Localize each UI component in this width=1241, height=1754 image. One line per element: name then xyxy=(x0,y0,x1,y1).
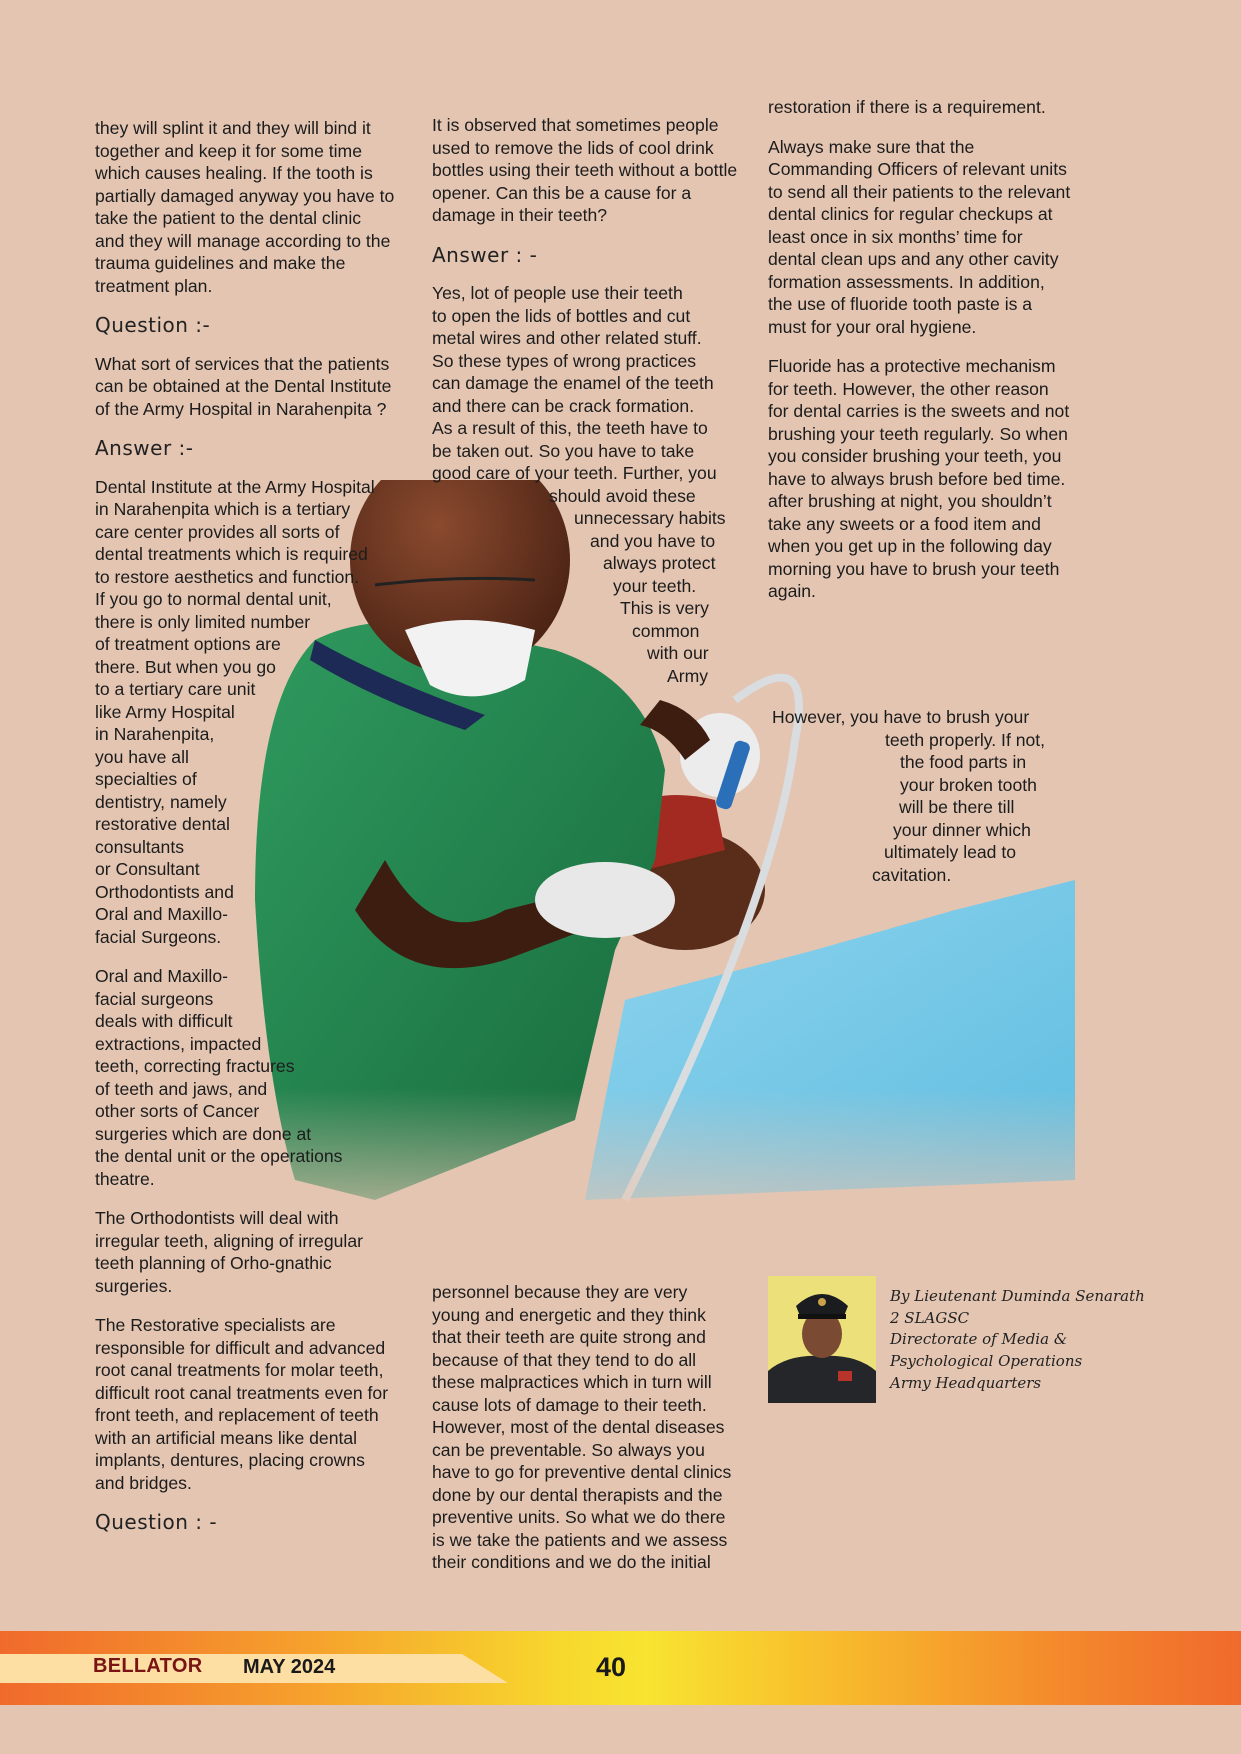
column-1 xyxy=(95,117,395,1550)
col1-paragraph-3: Dental Institute at the Army Hospital in Narahenpita which is a tertiary care center provides all sorts of dental treatments which is required to restore aesthetics and function. If you go to normal dental unit, there is only limited number of treatment options are there. But when you go to a tertiary care unit like Army Hospital in Narahenpita, you have all specialties of dentistry, namely restorative dental consultants or Consultant Orthodontists and Oral and Maxillo- facial Surgeons. xyxy=(95,476,375,947)
byline-hq: Army Headquarters xyxy=(890,1373,1042,1392)
col1-question-heading-2: Question : - xyxy=(95,1510,218,1534)
column-3-wrap xyxy=(772,706,1077,886)
col3-paragraph-2: Always make sure that the Commanding Officers of relevant units to send all their patients to the relevant dental clinics for regular checkups at least once in six months’ time for dental clean ups and any other cavity formation assessments. In addition, the use of fluoride tooth paste is a must for your oral hygiene. xyxy=(768,136,1071,337)
byline-directorate: Directorate of Media & xyxy=(890,1330,1068,1349)
col1-paragraph-5: The Orthodontists will deal with irregular teeth, aligning of irregular teeth planning of Orho-gnathic surgeries. xyxy=(95,1208,363,1296)
byline-unit: 2 SLAGSC xyxy=(890,1308,970,1327)
col2-paragraph-3: personnel because they are very young and energetic and they think that their teeth are quite strong and because of that they tend to do all these malpractices which in turn will cause lots of damage to their teeth. However, most of the dental diseases can be preventable. So always you have to go for preventive dental clinics done by our dental therapists and the preventive units. So what we do there is we take the patients and we assess their conditions and we do the initial xyxy=(432,1282,732,1572)
col2-answer-heading: Answer : - xyxy=(432,242,538,267)
page-number: 40 xyxy=(596,1652,627,1682)
col2-paragraph-2: Yes, lot of people use their teeth to open the lids of bottles and cut metal wires and other related stuff. So these types of wrong practices can damage the enamel of the teeth and there can be crack formation. As a result of this, the teeth have to be taken out. So you have to take good care of your teeth. Further, you should avoid these unnecessary habits and you have to always protect your teeth. This is very common with our Army xyxy=(432,283,726,686)
author-byline xyxy=(890,1286,1145,1395)
col2-paragraph-1: It is observed that sometimes people used to remove the lids of cool drink bottles using their teeth without a bottle opener. Can this be a cause for a damage in their teeth? xyxy=(432,115,738,225)
col1-paragraph-6: The Restorative specialists are responsible for difficult and advanced root canal treatments for molar teeth, difficult root canal treatments even for front teeth, and replacement of teeth with an artificial means like dental implants, dentures, placing crowns and bridges. xyxy=(95,1315,389,1493)
col3-paragraph-3: Fluoride has a protective mechanism for teeth. However, the other reason for dental carries is the sweets and not brushing your teeth regularly. So when you consider brushing your teeth, you have to always brush before bed time. after brushing at night, you shouldn’t take any sweets or a food item and when you get up in the following day morning you have to brush your teeth again. xyxy=(768,356,1070,601)
col1-answer-heading: Answer :- xyxy=(95,436,194,460)
issue-date: MAY 2024 xyxy=(243,1656,336,1678)
magazine-title: BELLATOR xyxy=(93,1655,203,1677)
col1-paragraph-1: they will splint it and they will bind it together and keep it for some time which causes healing. If the tooth is partially damaged anyway you have to take the patient to the dental clinic and they will manage according to the trauma guidelines and make the treatment plan. xyxy=(95,118,395,296)
author-portrait xyxy=(768,1276,876,1403)
col3-paragraph-4: However, you have to brush your teeth properly. If not, the food parts in your broken tooth will be there till your dinner which ultimately lead to cavitation. xyxy=(772,707,1046,885)
byline-directorate-2: Psychological Operations xyxy=(890,1352,1083,1371)
col3-paragraph-1: restoration if there is a requirement. xyxy=(768,97,1046,117)
col1-paragraph-2: What sort of services that the patients can be obtained at the Dental Institute of the Army Hospital in Narahenpita ? xyxy=(95,353,392,419)
column-2-top xyxy=(432,114,742,687)
col1-paragraph-4: Oral and Maxillo- facial surgeons deals with difficult extractions, impacted teeth, correcting fractures of teeth and jaws, and other sorts of Cancer surgeries which are done at the dental unit or the operations theatre. xyxy=(95,966,343,1189)
page-footer xyxy=(0,1631,1241,1705)
column-2-bottom xyxy=(432,1281,737,1591)
col1-question-heading: Question :- xyxy=(95,313,211,337)
column-3 xyxy=(768,96,1073,620)
byline-name: By Lieutenant Duminda Senarath xyxy=(890,1287,1145,1305)
